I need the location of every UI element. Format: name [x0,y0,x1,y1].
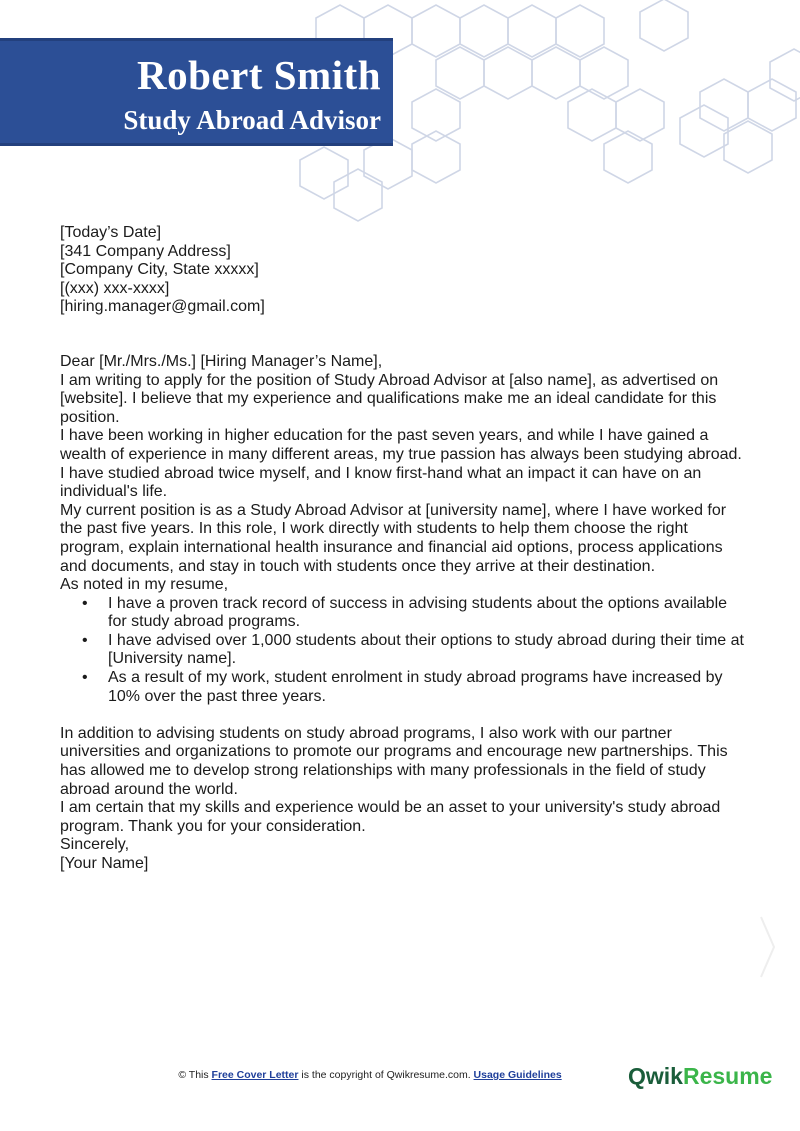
list-item-text: As a result of my work, student enrolment in study abroad programs have increased by 10% over the past three years. [108,669,723,705]
paragraph: In addition to advising students on study abroad programs, I also work with our partner universities and organizations to promote our programs and encourage new partnerships. This has allowed me to develop strong relationships with many professionals in the field of study abroad around the world. [60,724,728,798]
paragraph: I am certain that my skills and experience would be an asset to your university's study abroad program. Thank you for your consideration. [60,799,721,835]
logo-part-qwik: Qwik [628,1063,683,1089]
signoff: Sincerely, [60,836,130,854]
list-item [82,631,750,669]
list-item-text: I have a proven track record of success in advising students about the options available for study abroad programs. [108,594,728,631]
footer-middle: is the copyright of Qwikresume.com. [298,1069,474,1081]
list-item-text: I have advised over 1,000 students about their options to study abroad during their time at [University name]. [108,631,744,668]
paragraph: My current position is as a Study Abroad Advisor at [university name], where I have worked for the past five years. In this role, I work directly with students to help them choose the right program, explain international health insurance and financial aid options, process applications and documents, and stay in touch with students once they arrive at their destination. [60,501,727,575]
paragraph: I am writing to apply for the position of Study Abroad Advisor at [also name], as advertised on [website]. I believe that my experience and qualifications make me an ideal candidate for this position. [60,371,719,426]
footer-prefix: © This [178,1069,212,1081]
logo-part-resume: Resume [682,1063,773,1089]
list-item [82,669,750,706]
usage-guidelines-link[interactable]: Usage Guidelines [473,1069,562,1081]
address-line: [hiring.manager@gmail.com] [60,298,265,316]
recipient-address [60,243,750,317]
paragraph: As noted in my resume, [60,576,229,594]
job-title: Study Abroad Advisor [123,105,381,135]
address-line: [(xxx) xxx-xxxx] [60,279,170,297]
qwikresume-logo[interactable] [628,1063,772,1090]
candidate-name: Robert Smith [136,52,381,98]
bullet-icon: • [82,594,88,612]
chevron-right-icon [758,912,778,982]
salutation: Dear [Mr./Mrs./Ms.] [Hiring Manager’s Name], [60,352,383,370]
header-band [0,38,393,146]
signature: [Your Name] [60,855,149,872]
list-item [82,594,750,632]
bullet-icon: • [82,669,88,687]
free-cover-letter-link[interactable]: Free Cover Letter [211,1069,299,1081]
bullet-icon: • [82,631,88,649]
letter-body [60,224,750,874]
address-line: [341 Company Address] [60,242,231,260]
address-line: [Company City, State xxxxx] [60,261,259,279]
letter-date: [Today’s Date] [60,224,162,241]
achievements-list [60,595,750,707]
paragraph: I have been working in higher education for the past seven years, and while I have gained a wealth of experience in many different areas, my true passion has always been studying abroad. I have studied abroad twice myself, and I know first-hand what an impact it can have on an individual's life. [60,427,742,501]
